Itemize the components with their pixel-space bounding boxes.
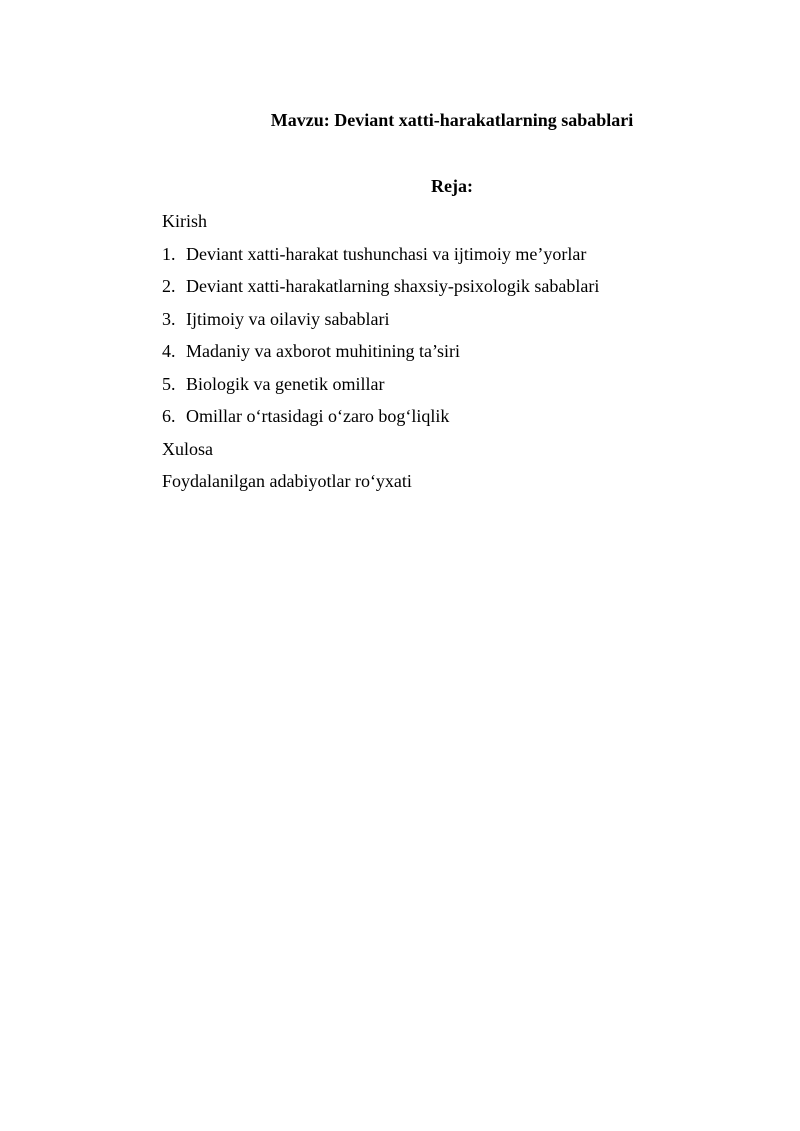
plan-item-number: 1. (162, 243, 176, 264)
plan-intro: Kirish (162, 211, 207, 231)
plan-item (162, 270, 722, 303)
plan-item (162, 238, 722, 271)
plan-item-text: Deviant xatti-harakatlarning shaxsiy-psixologik sabablari (186, 276, 600, 296)
plan-item (162, 303, 722, 336)
plan-item (162, 400, 722, 433)
plan-item-text: Omillar o‘rtasidagi o‘zaro bog‘liqlik (186, 406, 450, 426)
document-title: Mavzu: Deviant xatti-harakatlarning sabablari (270, 110, 634, 130)
plan-item-number: 6. (162, 406, 176, 426)
plan-references: Foydalanilgan adabiyotlar ro‘yxati (162, 471, 412, 491)
plan-item-text: Ijtimoiy va oilaviy sabablari (186, 308, 390, 329)
plan-item (162, 368, 722, 401)
plan-item-number: 2. (162, 276, 176, 296)
plan-item-text: Biologik va genetik omillar (186, 373, 385, 394)
plan-item-text: Madaniy va axborot muhitining ta’siri (186, 341, 460, 361)
plan-item-text: Deviant xatti-harakat tushunchasi va ijtimoiy me’yorlar (186, 243, 587, 264)
plan-item-number: 3. (162, 308, 176, 329)
plan-item-number: 5. (162, 373, 176, 394)
plan-item-number: 4. (162, 341, 176, 361)
plan-conclusion: Xulosa (162, 438, 213, 459)
plan-heading: Reja: (431, 176, 473, 196)
plan-item (162, 335, 722, 368)
plan-list (162, 205, 722, 498)
